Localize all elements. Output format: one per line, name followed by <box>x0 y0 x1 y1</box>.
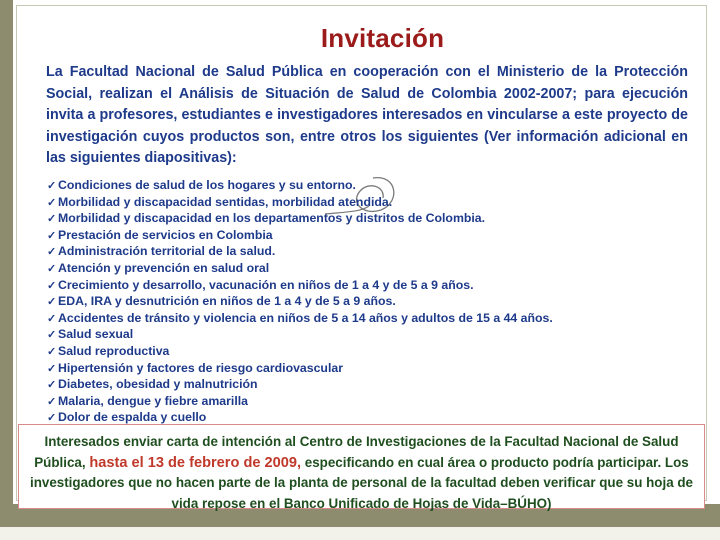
checklist-item-text: EDA, IRA y desnutrición en niños de 1 a 4 y de 5 a 9 años. <box>58 294 396 309</box>
checkmark-icon: ✓ <box>47 345 57 358</box>
checklist-item-text: Salud reproductiva <box>58 343 170 358</box>
callout-text-intro: Interesados enviar carta de intención al Centro de Investigaciones de la Facultad Nacional de Salud Pública, <box>34 434 679 470</box>
left-decorative-band <box>0 0 13 540</box>
checkmark-icon: ✓ <box>47 362 57 375</box>
checkmark-icon: ✓ <box>47 246 57 259</box>
checklist-item-text: Salud sexual <box>58 327 134 342</box>
checklist-item <box>47 361 687 378</box>
checkmark-icon: ✓ <box>47 196 57 209</box>
checklist-item <box>47 211 687 228</box>
checklist-item-text: Dolor de espalda y cuello <box>58 410 207 425</box>
slide-title: Invitación <box>320 23 445 53</box>
checkmark-icon: ✓ <box>47 296 57 309</box>
product-checklist <box>47 178 687 427</box>
checkmark-icon: ✓ <box>47 412 57 425</box>
checklist-item <box>47 244 687 261</box>
checkmark-icon: ✓ <box>47 262 57 275</box>
checklist-item <box>47 195 687 212</box>
intro-paragraph: La Facultad Nacional de Salud Pública en cooperación con el Ministerio de la Protección Social, realizan el Análisis de Situación de Salud de Colombia 2002-2007; para ejecución invita a profesores, estudiantes e investigadores interesados en vincularse a este proyecto de investigación cuyos productos son, entre otros los siguientes (Ver información adicional en las siguientes diapositivas): <box>46 64 688 166</box>
checkmark-icon: ✓ <box>47 213 57 226</box>
checklist-item <box>47 261 687 278</box>
checklist-item-text: Morbilidad y discapacidad en los departamentos y distritos de Colombia. <box>58 211 486 226</box>
application-callout-box <box>18 424 705 509</box>
checklist-item <box>47 311 687 328</box>
checkmark-icon: ✓ <box>47 395 57 408</box>
checklist-item <box>47 394 687 411</box>
checkmark-icon: ✓ <box>47 329 57 342</box>
checklist-item <box>47 294 687 311</box>
checklist-item <box>47 228 687 245</box>
checklist-item <box>47 178 687 195</box>
checkmark-icon: ✓ <box>47 279 57 292</box>
checklist-item-text: Hipertensión y factores de riesgo cardiovascular <box>58 360 343 375</box>
checklist-item-text: Administración territorial de la salud. <box>58 244 276 259</box>
bottom-strip <box>0 527 720 540</box>
checklist-item-text: Accidentes de tránsito y violencia en niños de 5 a 14 años y adultos de 15 a 44 años. <box>58 310 553 325</box>
checklist-item-text: Morbilidad y discapacidad sentidas, morbilidad atendida. <box>58 194 393 209</box>
checklist-item <box>47 344 687 361</box>
checklist-item-text: Crecimiento y desarrollo, vacunación en niños de 1 a 4 y de 5 a 9 años. <box>58 277 474 292</box>
checklist-item-text: Malaria, dengue y fiebre amarilla <box>58 393 248 408</box>
checklist-item-text: Condiciones de salud de los hogares y su entorno. <box>58 178 356 192</box>
checkmark-icon: ✓ <box>47 229 57 242</box>
checklist-item-text: Atención y prevención en salud oral <box>58 260 270 275</box>
deadline-date: hasta el 13 de febrero de 2009, <box>89 454 302 471</box>
checkmark-icon: ✓ <box>47 379 57 392</box>
checklist-item <box>47 327 687 344</box>
checklist-item <box>47 377 687 394</box>
callout-text-details: especificando en cual área o producto podría participar. Los investigadores que no hacen parte de la planta de personal de la facultad deben verificar que su hoja de vida repose en el Banco Unificado de Hojas de Vida–BÚHO) <box>29 454 694 511</box>
checkmark-icon: ✓ <box>47 312 57 325</box>
checkmark-icon: ✓ <box>47 180 57 192</box>
checklist-item <box>47 278 687 295</box>
checklist-item-text: Prestación de servicios en Colombia <box>58 227 273 242</box>
checklist-item-text: Diabetes, obesidad y malnutrición <box>58 377 258 392</box>
